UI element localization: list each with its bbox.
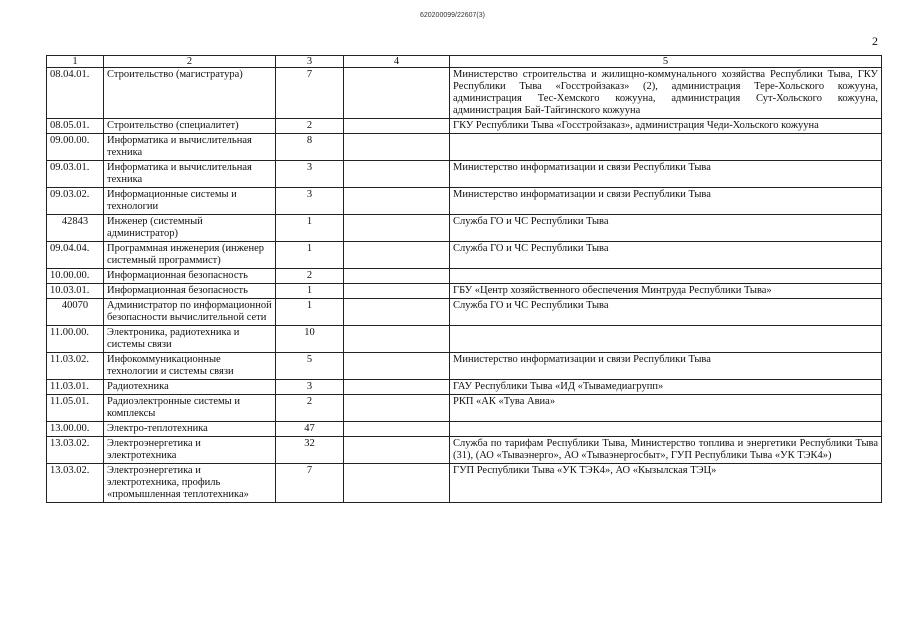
organizations-cell: Служба по тарифам Республики Тыва, Министерство топлива и энергетики Республики Тыва (31), (АО «Тываэнерго», АО «Тываэнергосбыт», ГУП Республики Тыва «УК ТЭК4») — [450, 437, 882, 464]
count-cell: 8 — [276, 134, 344, 161]
count-cell: 1 — [276, 299, 344, 326]
name-cell: Строительство (магистратура) — [104, 68, 276, 119]
code-cell: 42843 — [47, 215, 104, 242]
name-cell: Информационные системы и технологии — [104, 188, 276, 215]
column-4-cell — [344, 437, 450, 464]
table-row — [47, 68, 882, 119]
table-row — [47, 242, 882, 269]
count-cell: 3 — [276, 161, 344, 188]
table-row — [47, 326, 882, 353]
organizations-cell: Министерство строительства и жилищно-коммунального хозяйства Республики Тыва, ГКУ Республики Тыва «Госстройзаказ» (2), администрация Тере-Хольского кожууна, администрация Тес-Хемского кожууна, администрация Сут-Хольского кожууна, администрация Бай-Тайгинского кожууна — [450, 68, 882, 119]
count-cell: 47 — [276, 422, 344, 437]
count-cell: 2 — [276, 269, 344, 284]
column-4-cell — [344, 464, 450, 503]
count-cell: 1 — [276, 284, 344, 299]
organizations-cell: ГАУ Республики Тыва «ИД «Тывамедиагрупп» — [450, 380, 882, 395]
column-4-cell — [344, 422, 450, 437]
column-4-cell — [344, 242, 450, 269]
code-cell: 09.03.02. — [47, 188, 104, 215]
organizations-cell — [450, 269, 882, 284]
name-cell: Информатика и вычислительная техника — [104, 134, 276, 161]
name-cell: Администратор по информационной безопасности вычислительной сети — [104, 299, 276, 326]
column-4-cell — [344, 284, 450, 299]
name-cell: Электроника, радиотехника и системы связи — [104, 326, 276, 353]
header-col-4: 4 — [344, 56, 450, 68]
table-row — [47, 215, 882, 242]
code-cell: 11.03.01. — [47, 380, 104, 395]
table-row — [47, 134, 882, 161]
name-cell: Строительство (специалитет) — [104, 119, 276, 134]
count-cell: 32 — [276, 437, 344, 464]
count-cell: 1 — [276, 242, 344, 269]
count-cell: 3 — [276, 380, 344, 395]
table-row — [47, 299, 882, 326]
column-4-cell — [344, 161, 450, 188]
table-row — [47, 353, 882, 380]
column-4-cell — [344, 326, 450, 353]
count-cell: 10 — [276, 326, 344, 353]
code-cell: 11.05.01. — [47, 395, 104, 422]
code-cell: 08.05.01. — [47, 119, 104, 134]
header-row — [47, 56, 882, 68]
name-cell: Информатика и вычислительная техника — [104, 161, 276, 188]
table-row — [47, 422, 882, 437]
table-row — [47, 269, 882, 284]
code-cell: 40070 — [47, 299, 104, 326]
code-cell: 09.03.01. — [47, 161, 104, 188]
name-cell: Радиотехника — [104, 380, 276, 395]
name-cell: Электроэнергетика и электротехника, профиль «промышленная теплотехника» — [104, 464, 276, 503]
code-cell: 10.03.01. — [47, 284, 104, 299]
code-cell: 13.00.00. — [47, 422, 104, 437]
table-row — [47, 437, 882, 464]
table-row — [47, 380, 882, 395]
column-4-cell — [344, 188, 450, 215]
document-id: 620200099/22607(3) — [419, 12, 485, 19]
column-4-cell — [344, 119, 450, 134]
count-cell: 1 — [276, 215, 344, 242]
table-row — [47, 464, 882, 503]
organizations-cell — [450, 422, 882, 437]
organizations-cell: РКП «АК «Тува Авиа» — [450, 395, 882, 422]
column-4-cell — [344, 215, 450, 242]
column-4-cell — [344, 353, 450, 380]
name-cell: Программная инженерия (инженер системный программист) — [104, 242, 276, 269]
organizations-cell: Служба ГО и ЧС Республики Тыва — [450, 242, 882, 269]
count-cell: 2 — [276, 119, 344, 134]
column-4-cell — [344, 395, 450, 422]
header-col-5: 5 — [450, 56, 882, 68]
name-cell: Информационная безопасность — [104, 269, 276, 284]
organizations-cell: Министерство информатизации и связи Республики Тыва — [450, 188, 882, 215]
count-cell: 5 — [276, 353, 344, 380]
organizations-cell: ГУП Республики Тыва «УК ТЭК4», АО «Кызылская ТЭЦ» — [450, 464, 882, 503]
organizations-cell — [450, 326, 882, 353]
column-4-cell — [344, 299, 450, 326]
table-row — [47, 284, 882, 299]
organizations-cell: ГКУ Республики Тыва «Госстройзаказ», администрация Чеди-Хольского кожууна — [450, 119, 882, 134]
count-cell: 3 — [276, 188, 344, 215]
code-cell: 11.00.00. — [47, 326, 104, 353]
page-number: 2 — [872, 34, 878, 48]
organizations-cell: Министерство информатизации и связи Республики Тыва — [450, 161, 882, 188]
organizations-cell — [450, 134, 882, 161]
column-4-cell — [344, 68, 450, 119]
code-cell: 13.03.02. — [47, 437, 104, 464]
table-row — [47, 119, 882, 134]
header-col-2: 2 — [104, 56, 276, 68]
name-cell: Радиоэлектронные системы и комплексы — [104, 395, 276, 422]
name-cell: Инфокоммуникационные технологии и системы связи — [104, 353, 276, 380]
organizations-cell: Служба ГО и ЧС Республики Тыва — [450, 215, 882, 242]
table-row — [47, 188, 882, 215]
code-cell: 09.04.04. — [47, 242, 104, 269]
table-row — [47, 161, 882, 188]
code-cell: 10.00.00. — [47, 269, 104, 284]
name-cell: Электроэнергетика и электротехника — [104, 437, 276, 464]
table-body — [47, 68, 882, 503]
allocation-table — [46, 55, 882, 503]
code-cell: 09.00.00. — [47, 134, 104, 161]
organizations-cell: Служба ГО и ЧС Республики Тыва — [450, 299, 882, 326]
header-col-1: 1 — [47, 56, 104, 68]
code-cell: 11.03.02. — [47, 353, 104, 380]
count-cell: 2 — [276, 395, 344, 422]
column-4-cell — [344, 269, 450, 284]
count-cell: 7 — [276, 68, 344, 119]
name-cell: Инженер (системный администратор) — [104, 215, 276, 242]
name-cell: Электро-теплотехника — [104, 422, 276, 437]
count-cell: 7 — [276, 464, 344, 503]
table-row — [47, 395, 882, 422]
organizations-cell: Министерство информатизации и связи Республики Тыва — [450, 353, 882, 380]
header-col-3: 3 — [276, 56, 344, 68]
name-cell: Информационная безопасность — [104, 284, 276, 299]
column-4-cell — [344, 380, 450, 395]
code-cell: 13.03.02. — [47, 464, 104, 503]
code-cell: 08.04.01. — [47, 68, 104, 119]
column-4-cell — [344, 134, 450, 161]
organizations-cell: ГБУ «Центр хозяйственного обеспечения Минтруда Республики Тыва» — [450, 284, 882, 299]
